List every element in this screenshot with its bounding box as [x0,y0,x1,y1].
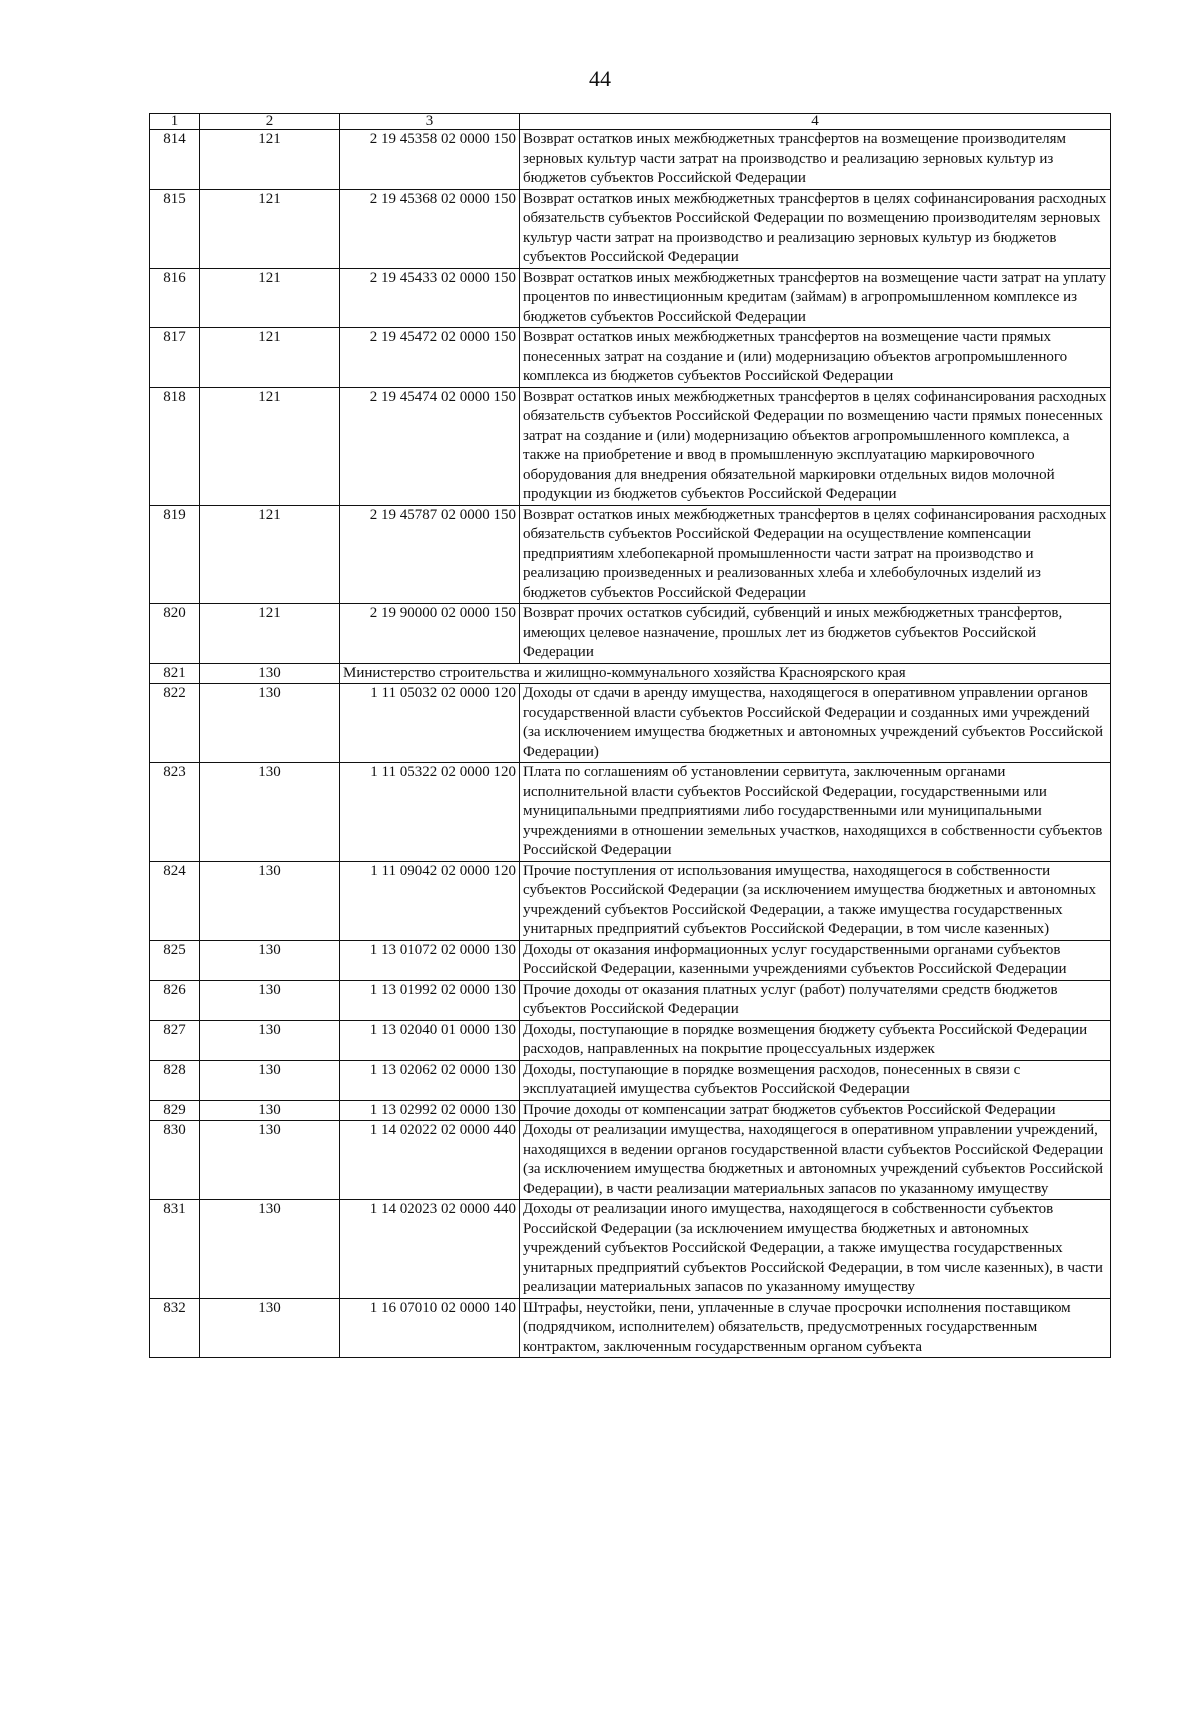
table-row [150,1121,1111,1200]
admin-code: 130 [200,861,340,940]
budget-classification-code: 1 13 02062 02 0000 130 [340,1060,520,1100]
column-header-2: 2 [200,114,340,130]
admin-code: 130 [200,663,340,684]
table-row [150,1100,1111,1121]
admin-code: 130 [200,1298,340,1358]
table-row [150,387,1111,505]
revenue-description: Возврат остатков иных межбюджетных трансфертов в целях софинансирования расходных обязательств субъектов Российской Федерации по возмещению производителям зерновых культур части затрат на производство и реализацию зерновых культур из бюджетов субъектов Российской Федерации [520,189,1111,268]
table-row [150,328,1111,388]
row-number: 822 [150,684,200,763]
budget-classification-code: 2 19 90000 02 0000 150 [340,604,520,664]
revenue-description: Возврат остатков иных межбюджетных трансфертов в целях софинансирования расходных обязательств субъектов Российской Федерации на осуществление компенсации предприятиям хлебопекарной промышленности части затрат на производство и реализацию произведенных и реализованных хлеба и хлебобулочных изделий из бюджетов субъектов Российской Федерации [520,505,1111,604]
budget-classification-code: 1 13 01992 02 0000 130 [340,980,520,1020]
revenue-description: Доходы от сдачи в аренду имущества, находящегося в оперативном управлении органов государственной власти субъектов Российской Федерации и созданных ими учреждений (за исключением имущества бюджетных и автономных учреждений субъектов Российской Федерации) [520,684,1111,763]
table-header-row [150,114,1111,130]
row-number: 828 [150,1060,200,1100]
admin-code: 130 [200,980,340,1020]
revenue-description: Доходы от оказания информационных услуг государственными органами субъектов Российской Федерации, казенными учреждениями субъектов Российской Федерации [520,940,1111,980]
table-row [150,1060,1111,1100]
budget-classification-code: 2 19 45474 02 0000 150 [340,387,520,505]
admin-code: 121 [200,130,340,190]
row-number: 829 [150,1100,200,1121]
budget-classification-code: 1 13 01072 02 0000 130 [340,940,520,980]
admin-code: 130 [200,763,340,862]
row-number: 832 [150,1298,200,1358]
admin-code: 130 [200,1060,340,1100]
revenue-description: Возврат остатков иных межбюджетных трансфертов на возмещение части затрат на уплату процентов по инвестиционным кредитам (займам) в агропромышленном комплексе из бюджетов субъектов Российской Федерации [520,268,1111,328]
admin-code: 121 [200,505,340,604]
budget-classification-code: 1 14 02022 02 0000 440 [340,1121,520,1200]
revenue-description: Доходы, поступающие в порядке возмещения бюджету субъекта Российской Федерации расходов, направленных на покрытие процессуальных издержек [520,1020,1111,1060]
admin-code: 130 [200,1200,340,1299]
revenue-description: Прочие поступления от использования имущества, находящегося в собственности субъектов Российской Федерации (за исключением имущества бюджетных и автономных учреждений субъектов Российской Федерации, а также имущества государственных унитарных предприятий субъектов Российской Федерации, в том числе казенных) [520,861,1111,940]
budget-classification-code: 2 19 45358 02 0000 150 [340,130,520,190]
revenue-description: Прочие доходы от компенсации затрат бюджетов субъектов Российской Федерации [520,1100,1111,1121]
table-row [150,268,1111,328]
budget-classification-code: 1 11 09042 02 0000 120 [340,861,520,940]
table-row [150,1020,1111,1060]
row-number: 824 [150,861,200,940]
budget-classification-code: 2 19 45787 02 0000 150 [340,505,520,604]
row-number: 816 [150,268,200,328]
budget-classification-code: 1 16 07010 02 0000 140 [340,1298,520,1358]
administrator-name: Министерство строительства и жилищно-коммунального хозяйства Красноярского края [340,663,1111,684]
budget-classification-code: 1 14 02023 02 0000 440 [340,1200,520,1299]
row-number: 819 [150,505,200,604]
admin-code: 130 [200,1121,340,1200]
budget-classification-code: 2 19 45472 02 0000 150 [340,328,520,388]
revenue-description: Возврат остатков иных межбюджетных трансфертов в целях софинансирования расходных обязательств субъектов Российской Федерации по возмещению части прямых понесенных затрат на создание и (или) модернизацию объектов агропромышленного комплекса, а также на приобретение и ввод в промышленную эксплуатацию маркировочного оборудования для внедрения обязательной маркировки отдельных видов молочной продукции из бюджетов субъектов Российской Федерации [520,387,1111,505]
table-row [150,604,1111,664]
table-row [150,130,1111,190]
revenue-description: Доходы от реализации имущества, находящегося в оперативном управлении учреждений, находящихся в ведении органов государственной власти субъектов Российской Федерации (за исключением имущества бюджетных и автономных учреждений субъектов Российской Федерации), в части реализации материальных запасов по указанному имуществу [520,1121,1111,1200]
table-body [150,130,1111,1358]
admin-code: 121 [200,189,340,268]
row-number: 823 [150,763,200,862]
budget-classification-code: 1 13 02040 01 0000 130 [340,1020,520,1060]
revenue-description: Доходы, поступающие в порядке возмещения расходов, понесенных в связи с эксплуатацией имущества субъектов Российской Федерации [520,1060,1111,1100]
row-number: 830 [150,1121,200,1200]
admin-code: 130 [200,940,340,980]
table-row [150,684,1111,763]
column-header-4: 4 [520,114,1111,130]
table-row [150,980,1111,1020]
revenue-description: Прочие доходы от оказания платных услуг (работ) получателями средств бюджетов субъектов Российской Федерации [520,980,1111,1020]
page-number: 44 [589,66,611,91]
budget-classification-code: 2 19 45433 02 0000 150 [340,268,520,328]
row-number: 815 [150,189,200,268]
column-header-3: 3 [340,114,520,130]
budget-classification-code: 1 11 05032 02 0000 120 [340,684,520,763]
admin-code: 121 [200,328,340,388]
revenue-description: Штрафы, неустойки, пени, уплаченные в случае просрочки исполнения поставщиком (подрядчиком, исполнителем) обязательств, предусмотренных государственным контрактом, заключенным государственным органом субъекта [520,1298,1111,1358]
admin-code: 130 [200,684,340,763]
table-row [150,1298,1111,1358]
admin-code: 121 [200,604,340,664]
revenue-codes-table [149,113,1111,1358]
table-row [150,1200,1111,1299]
table-row [150,505,1111,604]
admin-code: 130 [200,1020,340,1060]
row-number: 817 [150,328,200,388]
row-number: 821 [150,663,200,684]
row-number: 831 [150,1200,200,1299]
budget-classification-code: 2 19 45368 02 0000 150 [340,189,520,268]
revenue-description: Плата по соглашениям об установлении сервитута, заключенным органами исполнительной власти субъектов Российской Федерации, государственными или муниципальными предприятиями либо государственными или муниципальными учреждениями в отношении земельных участков, находящихся в собственности субъектов Российской Федерации [520,763,1111,862]
admin-code: 121 [200,387,340,505]
row-number: 825 [150,940,200,980]
revenue-description: Возврат остатков иных межбюджетных трансфертов на возмещение части прямых понесенных затрат на создание и (или) модернизацию объектов агропромышленного комплекса из бюджетов субъектов Российской Федерации [520,328,1111,388]
table-row [150,663,1111,684]
revenue-description: Возврат остатков иных межбюджетных трансфертов на возмещение производителям зерновых культур части затрат на производство и реализацию зерновых культур из бюджетов субъектов Российской Федерации [520,130,1111,190]
admin-code: 121 [200,268,340,328]
table-row [150,763,1111,862]
admin-code: 130 [200,1100,340,1121]
table-row [150,861,1111,940]
table-row [150,189,1111,268]
column-header-1: 1 [150,114,200,130]
row-number: 827 [150,1020,200,1060]
row-number: 818 [150,387,200,505]
revenue-description: Доходы от реализации иного имущества, находящегося в собственности субъектов Российской Федерации (за исключением имущества бюджетных и автономных учреждений субъектов Российской Федерации, а также имущества государственных унитарных предприятий субъектов Российской Федерации, в том числе казенных), в части реализации материальных запасов по указанному имуществу [520,1200,1111,1299]
table-row [150,940,1111,980]
row-number: 820 [150,604,200,664]
budget-classification-code: 1 11 05322 02 0000 120 [340,763,520,862]
budget-classification-code: 1 13 02992 02 0000 130 [340,1100,520,1121]
revenue-description: Возврат прочих остатков субсидий, субвенций и иных межбюджетных трансфертов, имеющих целевое назначение, прошлых лет из бюджетов субъектов Российской Федерации [520,604,1111,664]
row-number: 814 [150,130,200,190]
row-number: 826 [150,980,200,1020]
